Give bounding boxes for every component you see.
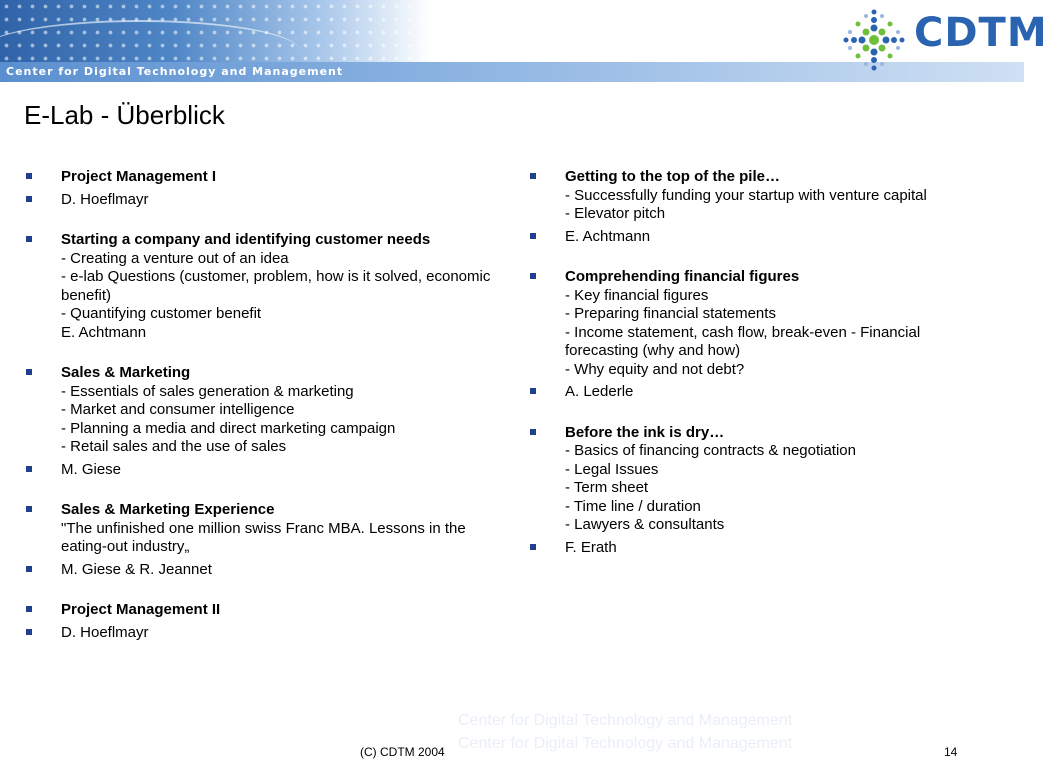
- item-line: D. Hoeflmayr: [61, 623, 149, 641]
- item-heading: Starting a company and identifying customer needs: [61, 231, 431, 248]
- item-line: - Creating a venture out of an idea: [61, 249, 289, 267]
- header-banner-art: [0, 0, 430, 64]
- item-line: M. Giese & R. Jeannet: [61, 560, 212, 578]
- bullet-item: [26, 561, 496, 580]
- square-bullet-icon: [530, 273, 536, 279]
- item-line: - Income statement, cash flow, break-even - Financial forecasting (why and how): [565, 323, 921, 359]
- bullet-item: [530, 168, 990, 224]
- bullet-item: [26, 364, 496, 457]
- item-line: F. Erath: [565, 538, 617, 556]
- item-line: - Retail sales and the use of sales: [61, 438, 287, 455]
- item-heading: Project Management II: [61, 601, 221, 618]
- item-heading: Sales & Marketing Experience: [61, 501, 275, 518]
- item-line: - Why equity and not debt?: [565, 360, 745, 378]
- square-bullet-icon: [530, 173, 536, 179]
- item-line: - Legal Issues: [565, 460, 659, 478]
- bullet-item: [26, 601, 496, 620]
- item-line: "The unfinished one million swiss Franc MBA. Lessons in the eating-out industry„: [61, 519, 466, 555]
- square-bullet-icon: [26, 369, 32, 375]
- bullet-item: [530, 539, 990, 558]
- item-line: - Key financial figures: [565, 286, 709, 304]
- item-line: - Essentials of sales generation & marketing: [61, 382, 354, 400]
- ghost-text-2: Center for Digital Technology and Management: [458, 735, 793, 752]
- item-line: - Elevator pitch: [565, 205, 666, 222]
- bullet-item: [530, 383, 990, 402]
- square-bullet-icon: [26, 466, 32, 472]
- cdtm-logo-text: CDTM: [914, 10, 1048, 56]
- square-bullet-icon: [26, 173, 32, 179]
- item-line: E. Achtmann: [61, 323, 147, 341]
- square-bullet-icon: [26, 236, 32, 242]
- footer-page-number: 14: [944, 745, 958, 759]
- item-line: A. Lederle: [565, 383, 634, 400]
- item-line: M. Giese: [61, 460, 122, 478]
- bullet-item: [26, 231, 496, 342]
- item-line: - Planning a media and direct marketing campaign: [61, 419, 396, 437]
- item-line: E. Achtmann: [565, 227, 651, 245]
- item-line: D. Hoeflmayr: [61, 190, 149, 208]
- item-line: - Successfully funding your startup with venture capital: [565, 186, 927, 204]
- bullet-item: [26, 624, 496, 643]
- bullet-item: [530, 228, 990, 247]
- item-line: - Lawyers & consultants: [565, 516, 725, 533]
- square-bullet-icon: [26, 506, 32, 512]
- slide-title: E-Lab - Überblick: [24, 100, 225, 130]
- item-heading: Project Management I: [61, 168, 217, 185]
- bullet-item: [26, 191, 496, 210]
- item-line: - e-lab Questions (customer, problem, how is it solved, economic benefit): [61, 268, 491, 304]
- square-bullet-icon: [26, 566, 32, 572]
- item-line: - Quantifying customer benefit: [61, 305, 262, 322]
- item-line: - Term sheet: [565, 479, 649, 496]
- left-column: [26, 168, 496, 646]
- square-bullet-icon: [26, 606, 32, 612]
- bullet-item: [530, 268, 990, 379]
- footer-copyright: (C) CDTM 2004: [360, 745, 445, 759]
- right-column: [530, 168, 990, 561]
- item-line: - Market and consumer intelligence: [61, 401, 295, 418]
- item-line: - Time line / duration: [565, 497, 701, 515]
- item-line: - Basics of financing contracts & negotiation: [565, 442, 856, 459]
- item-heading: Comprehending financial figures: [565, 268, 800, 285]
- bullet-item: [26, 501, 496, 557]
- cdtm-logo-mark-icon: [838, 4, 910, 76]
- square-bullet-icon: [26, 196, 32, 202]
- slide-header: [0, 0, 1048, 82]
- ghost-text-1: Center for Digital Technology and Management: [458, 712, 793, 729]
- item-line: - Preparing financial statements: [565, 305, 776, 322]
- item-heading: Getting to the top of the pile…: [565, 168, 780, 185]
- bullet-item: [530, 424, 990, 535]
- square-bullet-icon: [530, 388, 536, 394]
- header-band-text: Center for Digital Technology and Management: [6, 65, 344, 78]
- square-bullet-icon: [530, 429, 536, 435]
- square-bullet-icon: [26, 629, 32, 635]
- square-bullet-icon: [530, 233, 536, 239]
- item-heading: Before the ink is dry…: [565, 423, 725, 441]
- square-bullet-icon: [530, 544, 536, 550]
- item-heading: Sales & Marketing: [61, 364, 191, 381]
- bullet-item: [26, 461, 496, 480]
- bullet-item: [26, 168, 496, 187]
